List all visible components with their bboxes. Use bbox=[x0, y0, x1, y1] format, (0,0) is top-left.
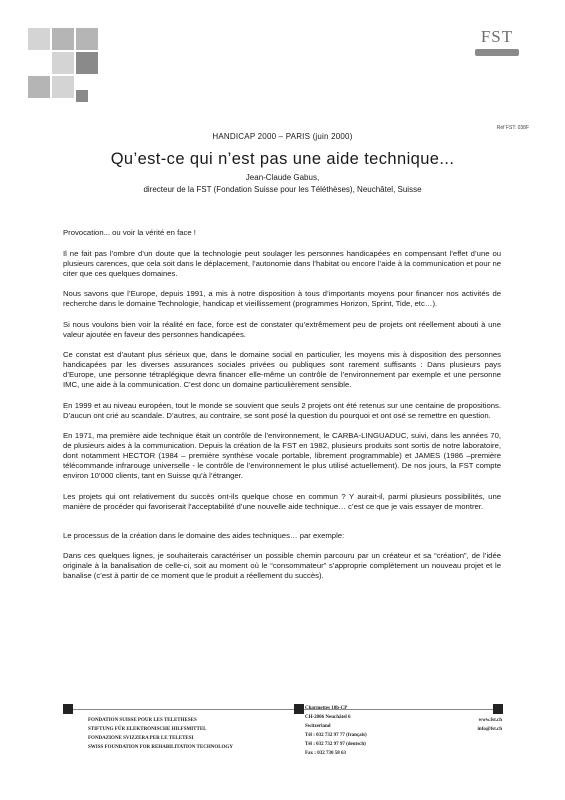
footer-square bbox=[63, 704, 73, 714]
footer-contact bbox=[470, 716, 502, 734]
event-line: HANDICAP 2000 – PARIS (juin 2000) bbox=[212, 132, 353, 141]
logo-square bbox=[52, 76, 74, 98]
reference-number: Réf FST: 038F bbox=[496, 125, 529, 131]
foundation-name-fr: FONDATION SUISSE POUR LES TELETHESES bbox=[88, 718, 197, 723]
logo-square bbox=[76, 28, 98, 50]
paragraph: Les projets qui ont relativement du succès ont-ils quelque chose en commun ? Y aurait-il, parmi plusieurs possibilités, une manière de procéder qui favoriserait l’acceptabilité d’une nouvelle aide technique… c’est ce que je vais essayer de montrer. bbox=[63, 491, 501, 511]
website-link[interactable]: www.fst.ch bbox=[478, 718, 502, 723]
paragraph: Si nous voulons bien voir la réalité en face, force est de constater qu’extrêmement peu de projets ont réellement abouti à une valeur ajoutée en faveur des personnes handicapées. bbox=[63, 319, 501, 339]
footer-square bbox=[493, 704, 503, 714]
logo-square bbox=[52, 52, 74, 74]
foundation-name-it: FONDAZIONE SVIZZERA PER LE TELETESI bbox=[88, 736, 194, 741]
logo-square bbox=[28, 28, 50, 50]
paragraph: En 1971, ma première aide technique était un contrôle de l’environnement, le CARBA-LINGUADUC, suivi, dans les années 70, de plusieurs aides à la communication. Depuis la création de la FST en 1982, plusieurs produits sont sortis de notre laboratoire, dont notamment HECTOR (1984 – première synthèse vocale portable, librement programmable) et JAMES (1986 –première télécommande infrarouge universelle - le contrôle de l’environnement le plus utilisé actuellement). De nos jours, la FST compte environ 10’000 clients, tant en Suisse qu’à l’étranger. bbox=[63, 431, 501, 480]
author-name: Jean-Claude Gabus, bbox=[245, 173, 320, 182]
phone-fr: Tél : 032 732 97 77 (français) bbox=[305, 733, 367, 738]
logo-square bbox=[52, 28, 74, 50]
fax-number: Fax : 032 730 58 63 bbox=[305, 751, 346, 756]
address-country: Switzerland bbox=[305, 724, 331, 729]
paragraph: Le processus de la création dans le domaine des aides techniques… par exemple: bbox=[63, 530, 345, 540]
paragraph: En 1999 et au niveau européen, tout le monde se souvient que seuls 2 projets ont été retenus sur une centaine de propositions. D’aucun ont crié au scandale. D’autres, au contraire, se sont posé la question du pourquoi et ont osé se remettre en question. bbox=[63, 400, 501, 420]
foundation-name-de: STIFTUNG FÜR ELEKTRONISCHE HILFSMITTEL bbox=[88, 727, 207, 732]
paragraph: Provocation... ou voir la vérité en face ! bbox=[63, 228, 196, 237]
fst-logo-bar bbox=[475, 49, 519, 56]
logo-square bbox=[76, 52, 98, 74]
paragraph: Dans ces quelques lignes, je souhaiterais caractériser un possible chemin parcouru par un créateur et sa “création”, de l’idée originale à la banalisation de celle-ci, soit au moment où le “consommateur” s’approprie complètement un nouveau projet et le banalise (c’est à partir de ce moment que le produit a réellement du succès). bbox=[63, 551, 501, 580]
author-role: directeur de la FST (Fondation Suisse pour les Téléthèses), Neuchâtel, Suisse bbox=[143, 185, 422, 194]
footer-divider bbox=[63, 709, 503, 710]
paragraph: Ce constat est d’autant plus sérieux que, dans le domaine social en particulier, les moyens mis à disposition des personnes handicapées par les diverses assurances sociales privées ou publiques sont rarement suffisants : Dans plusieurs pays d’Europe, une personne tétraplégique devra financer elle-même un contrôle de l’environnement par exemple et une personne IMC, une aide à la communication. C’est donc un domaine particulièrement sensible. bbox=[63, 350, 501, 389]
address-city: CH-2006 Neuchâtel 6 bbox=[305, 715, 351, 720]
foundation-squares-logo bbox=[0, 0, 120, 115]
footer-address bbox=[305, 704, 367, 758]
paragraph: Il ne fait pas l’ombre d’un doute que la technologie peut soulager les personnes handicapées en compensant l’effet d’une ou plusieurs carences, que cela soit dans le déplacement, l’autonomie dans l’habitat ou encore l’aide à la communication et pour ne citer que ces quelques domaines. bbox=[63, 248, 501, 278]
logo-square bbox=[28, 76, 50, 98]
address-street: Charmettes 10b-CP bbox=[305, 706, 348, 711]
fst-logo bbox=[475, 28, 519, 68]
email-link[interactable]: info@fst.ch bbox=[477, 727, 502, 732]
phone-de: Tél : 032 732 97 97 (deutsch) bbox=[305, 742, 366, 747]
footer-foundation-names bbox=[88, 716, 233, 752]
paragraph: Nous savons que l’Europe, depuis 1991, a mis à notre disposition à tous d’importants moyens pour financer nos activités de recherche dans le domaine Technologie, handicap et vieillissement (programmes Horizon, Sprint, Tide, etc…). bbox=[63, 289, 501, 308]
footer-square bbox=[294, 704, 304, 714]
document-body bbox=[63, 228, 501, 592]
fst-logo-text: FST bbox=[480, 27, 514, 46]
foundation-name-en: SWISS FOUNDATION FOR REHABILITATION TECHNOLOGY bbox=[88, 745, 233, 750]
logo-square bbox=[76, 90, 88, 102]
document-title: Qu’est-ce qui n’est pas une aide technique... bbox=[110, 150, 455, 168]
